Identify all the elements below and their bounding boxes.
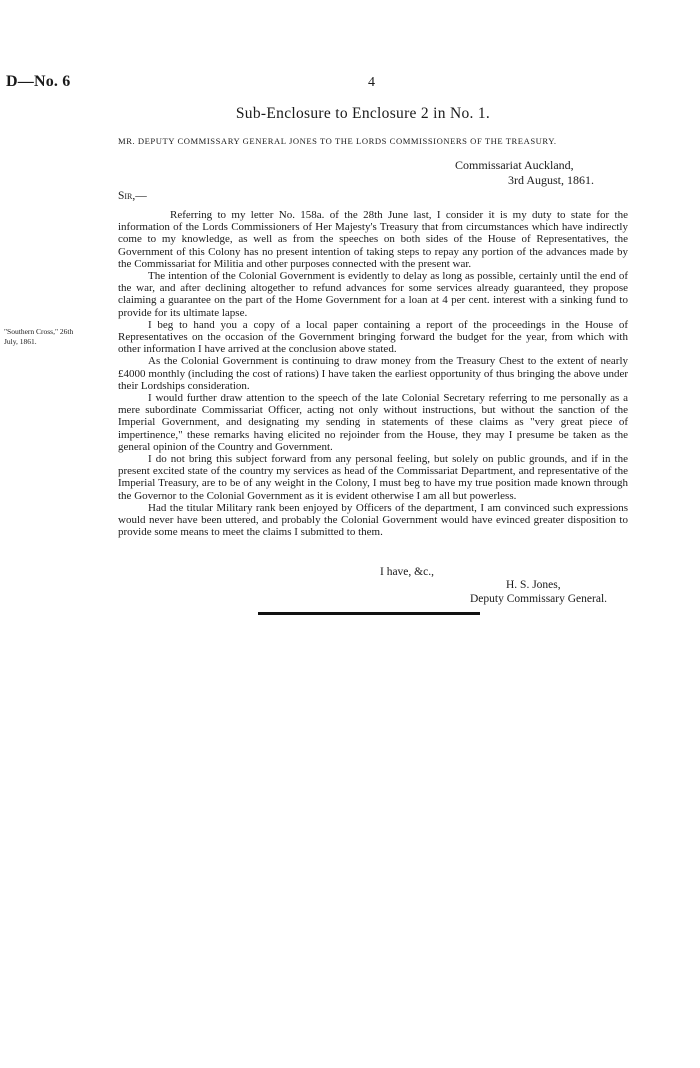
document-id: D—No. 6 <box>6 73 71 90</box>
body-paragraph: Had the titular Military rank been enjoyed by Officers of the department, I am convinced such expressions would never have been uttered, and probably the Colonial Government would have evinced greater disposition to provide some means to meet the claims I submitted to them. <box>118 501 628 539</box>
body-paragraph: The intention of the Colonial Government is evidently to delay as long as possible, certainly until the end of the war, and after declining altogether to refund advances for some services already guaranteed, they propose claiming a guarantee on the part of the Home Government for a loan at 4 per cent. interest with a sinking fund to provide for its ultimate lapse. <box>118 270 628 319</box>
margin-note-line: July, 1861. <box>4 337 37 346</box>
address-line-place: Commissariat Auckland, <box>455 158 574 172</box>
letter-subheading: MR. DEPUTY COMMISSARY GENERAL JONES TO THE LORDS COMMISSIONERS OF THE TREASURY. <box>118 136 557 146</box>
end-rule-divider <box>258 612 480 615</box>
signature-name: H. S. Jones, <box>506 579 561 591</box>
letter-body <box>118 209 628 538</box>
address-line-date: 3rd August, 1861. <box>508 173 595 187</box>
body-paragraph: Referring to my letter No. 158a. of the 28th June last, I consider it is my duty to state for the information of the Lords Commissioners of Her Majesty's Treasury that from circumstances which have indirectly come to my knowledge, as well as from the speeches on both sides of the House of Representatives, the Government of this Colony has no present intention of taking steps to repay any portion of the advances made by the Commissariat for Militia and other purposes connected with the present war. <box>118 209 628 270</box>
body-paragraph: I would further draw attention to the speech of the late Colonial Secretary referring to me personally as a mere subordinate Commissariat Officer, acting not only without instructions, but without the sanction of the Imperial Government, and designating my sending in statements of these claims as "very great piece of impertinence," these remarks having elicited no rejoinder from the House, they may I presume be taken as the general opinion of the Country and Government. <box>118 392 628 453</box>
enclosure-heading: Sub-Enclosure to Enclosure 2 in No. 1. <box>235 105 491 122</box>
margin-note-line: "Southern Cross," 26th <box>4 327 74 336</box>
body-paragraph: I do not bring this subject forward from any personal feeling, but solely on public grounds, and if in the present excited state of the country my services as head of the Commissariat Department, and representative of the Imperial Treasury, are to be of any weight in the Colony, I must beg to have my true position made known through the Governor to the Colonial Government as it is evident otherwise I am all but powerless. <box>118 453 628 502</box>
page-number: 4 <box>368 75 375 90</box>
salutation: Sir,— <box>118 190 147 202</box>
body-paragraph: As the Colonial Government is continuing to draw money from the Treasury Chest to the extent of nearly £4000 monthly (including the cost of rations) I have taken the earliest opportunity of thus bringing the above under their Lordships consideration. <box>118 355 628 392</box>
closing-line: I have, &c., <box>380 566 434 578</box>
signature-title: Deputy Commissary General. <box>470 593 608 605</box>
margin-note <box>4 327 114 347</box>
body-paragraph: I beg to hand you a copy of a local paper containing a report of the proceedings in the House of Representatives on the occasion of the Government bringing forward the budget for the year, from which with other information I have arrived at the conclusion above stated. <box>118 318 628 356</box>
